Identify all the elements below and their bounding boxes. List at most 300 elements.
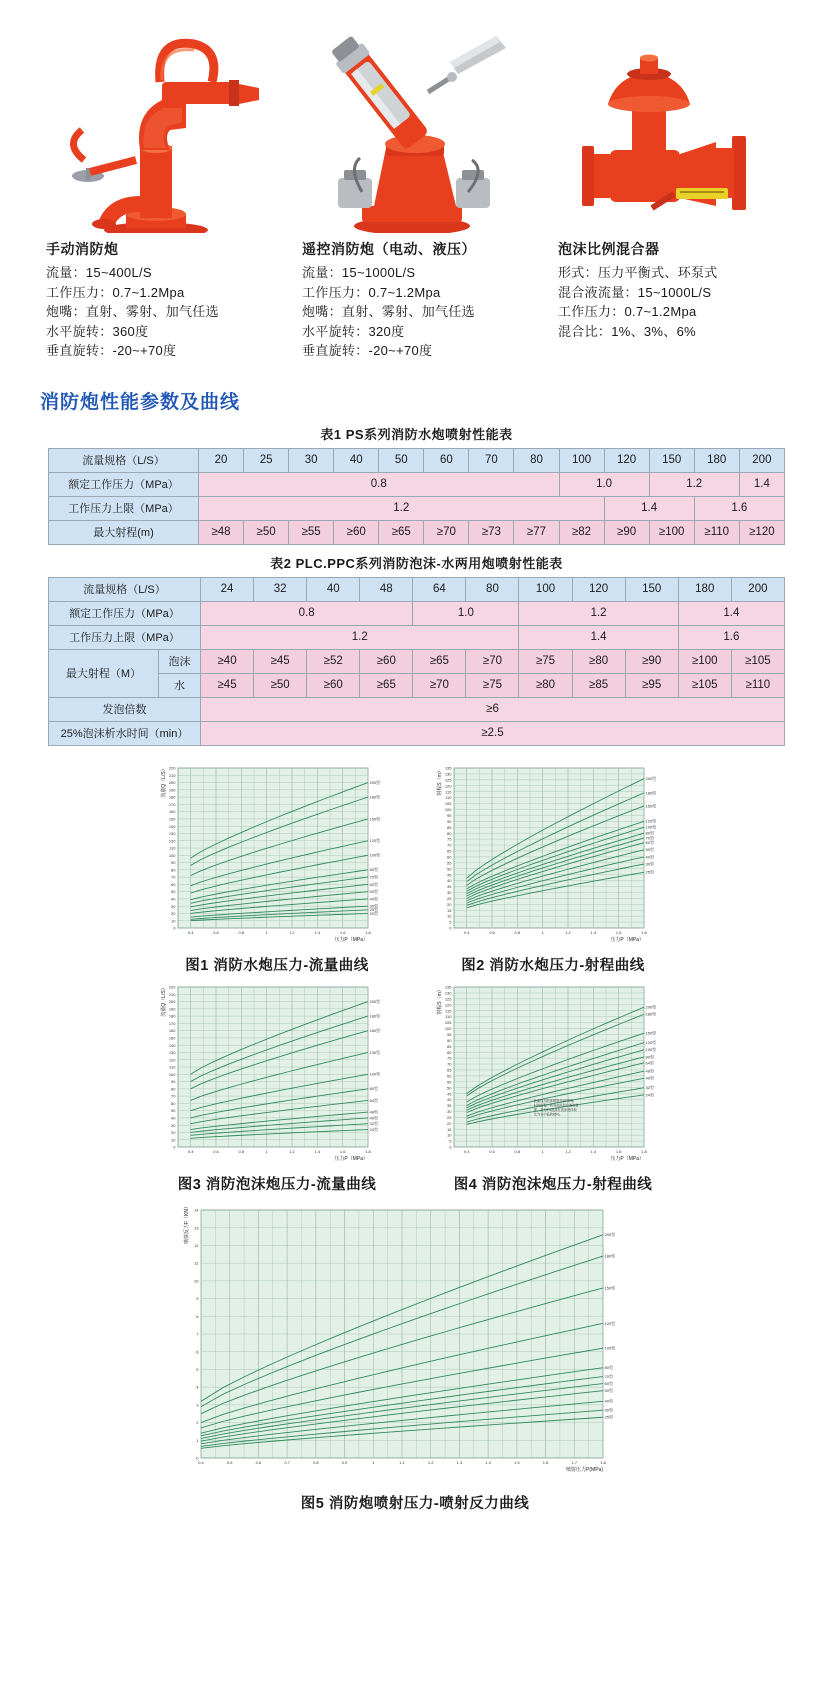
table-row: [49, 625, 785, 649]
product-title: 遥控消防炮（电动、液压）: [302, 241, 476, 257]
svg-text:比为水中值的85%。: 比为水中值的85%。: [533, 1111, 563, 1116]
table-ps-series: [48, 448, 785, 545]
manual-monitor-drawing: [44, 18, 274, 233]
svg-text:150型: 150型: [604, 1284, 616, 1290]
svg-text:0: 0: [173, 925, 176, 931]
svg-text:180型: 180型: [645, 1011, 657, 1017]
svg-text:14: 14: [194, 1207, 199, 1213]
svg-text:80型: 80型: [369, 1085, 378, 1091]
svg-text:125: 125: [444, 776, 452, 782]
svg-text:0.6: 0.6: [213, 1148, 219, 1154]
svg-text:6: 6: [196, 1348, 199, 1354]
cell: 1.0: [413, 601, 519, 625]
svg-text:1: 1: [265, 929, 268, 935]
chart-row-2: [0, 979, 830, 1194]
svg-text:40: 40: [447, 877, 452, 883]
svg-text:25: 25: [447, 1114, 452, 1120]
svg-text:200型: 200型: [604, 1231, 616, 1237]
cell: 1.2: [649, 472, 739, 496]
svg-text:65: 65: [447, 848, 452, 854]
svg-text:115: 115: [445, 788, 452, 794]
svg-text:0.8: 0.8: [238, 929, 245, 935]
cell: ≥45: [201, 673, 254, 697]
product-image-foam-proportioner: [552, 18, 790, 233]
svg-text:40型: 40型: [645, 1075, 654, 1081]
svg-text:150型: 150型: [645, 802, 657, 808]
svg-text:100型: 100型: [369, 1071, 381, 1077]
svg-text:130: 130: [168, 830, 176, 836]
svg-text:1.2: 1.2: [565, 929, 571, 935]
svg-text:25型: 25型: [369, 906, 378, 912]
row-label: 额定工作压力（MPa）: [49, 601, 201, 625]
svg-text:60: 60: [171, 1100, 176, 1106]
cell: ≥95: [625, 673, 678, 697]
svg-text:200型: 200型: [369, 779, 381, 785]
svg-text:25型: 25型: [604, 1414, 613, 1420]
svg-text:160: 160: [168, 808, 176, 814]
svg-text:60: 60: [447, 1072, 452, 1078]
svg-text:20: 20: [171, 1129, 176, 1135]
svg-text:1.4: 1.4: [590, 1148, 597, 1154]
svg-text:140: 140: [168, 823, 176, 829]
charts-section: [0, 760, 830, 1513]
svg-text:100型: 100型: [645, 1046, 657, 1052]
svg-text:0.7: 0.7: [284, 1459, 290, 1465]
svg-text:1: 1: [541, 929, 544, 935]
svg-text:1.7: 1.7: [571, 1459, 578, 1465]
product-spec-line: 水平旋转：360度: [46, 323, 149, 339]
svg-text:50型: 50型: [645, 846, 654, 852]
product-spec-line: 工作压力：0.7~1.2Mpa: [302, 284, 441, 300]
cell: 150: [649, 448, 694, 472]
svg-text:1.4: 1.4: [314, 1148, 321, 1154]
svg-text:流量Q（L/S）: 流量Q（L/S）: [161, 984, 167, 1017]
svg-text:70型: 70型: [604, 1373, 613, 1379]
svg-text:0.4: 0.4: [187, 1148, 194, 1154]
fig1-plot: [152, 760, 402, 950]
svg-text:此曲线为泡沫喷管在30°仰角: 此曲线为泡沫喷管在30°仰角: [533, 1098, 574, 1103]
cell: ≥65: [413, 649, 466, 673]
product-spec-line: 垂直旋转：-20~+70度: [46, 343, 177, 358]
svg-text:30: 30: [171, 1122, 176, 1128]
svg-text:0.4: 0.4: [463, 1148, 470, 1154]
svg-text:60型: 60型: [604, 1380, 613, 1386]
product-spec-line: 炮嘴：直射、雾射、加气任选: [46, 304, 219, 319]
svg-text:105: 105: [444, 800, 452, 806]
svg-text:0.8: 0.8: [238, 1148, 245, 1154]
svg-text:2: 2: [196, 1419, 199, 1425]
table2-caption: 表2 PLC.PPC系列消防泡沫-水两用炮喷射性能表: [270, 555, 563, 571]
svg-text:135: 135: [444, 765, 452, 771]
chart-fig2: [428, 760, 678, 975]
svg-text:压力P（MPa）: 压力P（MPa）: [334, 936, 368, 943]
cell: 80: [514, 448, 559, 472]
svg-text:110: 110: [445, 1013, 452, 1019]
chart-row-3: [0, 1198, 830, 1513]
svg-text:1.6: 1.6: [615, 929, 622, 935]
svg-text:1.5: 1.5: [514, 1459, 520, 1465]
cell: ≥105: [678, 673, 731, 697]
svg-text:170: 170: [168, 801, 176, 807]
cell: 40: [307, 577, 360, 601]
fig2-caption: 图2 消防水炮压力-射程曲线: [461, 957, 645, 974]
product-spec-line: 流量：15~1000L/S: [302, 265, 416, 280]
cell: 0.8: [201, 601, 413, 625]
svg-text:0: 0: [196, 1455, 199, 1461]
svg-text:35: 35: [447, 883, 452, 889]
svg-text:1.2: 1.2: [565, 1148, 571, 1154]
cell: 200: [739, 448, 784, 472]
cell: ≥82: [559, 520, 604, 544]
product-spec-line: 垂直旋转：-20~+70度: [302, 343, 433, 358]
section-title: 消防炮性能参数及曲线: [40, 391, 241, 413]
svg-text:0.8: 0.8: [313, 1459, 319, 1465]
svg-text:30型: 30型: [604, 1407, 613, 1413]
svg-text:120: 120: [168, 837, 176, 843]
chart-fig5: [155, 1198, 675, 1513]
cell: 32: [254, 577, 307, 601]
svg-text:80型: 80型: [604, 1364, 613, 1370]
cell: ≥100: [678, 649, 731, 673]
svg-text:160型: 160型: [369, 1027, 381, 1033]
svg-text:24型: 24型: [645, 1091, 654, 1097]
svg-text:180型: 180型: [369, 793, 381, 799]
row-label: 工作压力上限（MPa）: [49, 625, 201, 649]
svg-text:40: 40: [171, 896, 176, 902]
svg-text:180型: 180型: [369, 1012, 381, 1018]
svg-text:12: 12: [194, 1242, 199, 1248]
cell: ≥2.5: [201, 721, 785, 745]
svg-text:流量Q（L/S）: 流量Q（L/S）: [161, 765, 167, 798]
fig2-plot: [428, 760, 678, 950]
svg-text:200: 200: [168, 779, 176, 785]
svg-text:70: 70: [447, 1061, 452, 1067]
svg-text:5: 5: [449, 919, 452, 925]
svg-text:80型: 80型: [645, 1053, 654, 1059]
svg-text:5: 5: [449, 1138, 452, 1144]
table-row: [49, 649, 785, 673]
product-remote-monitor: [296, 18, 534, 361]
svg-text:220: 220: [168, 765, 176, 771]
row-label: 额定工作压力（MPa）: [49, 472, 199, 496]
svg-text:4: 4: [196, 1384, 199, 1390]
svg-text:0.4: 0.4: [187, 929, 194, 935]
product-spec-line: 工作压力：0.7~1.2Mpa: [46, 284, 185, 300]
svg-text:55: 55: [447, 1078, 452, 1084]
svg-text:0.5: 0.5: [226, 1459, 233, 1465]
svg-text:80: 80: [447, 1049, 452, 1055]
row-label: 流量规格（L/S）: [49, 448, 199, 472]
svg-text:喷射压力P(MPa): 喷射压力P(MPa): [566, 1466, 603, 1473]
cell: ≥40: [201, 649, 254, 673]
svg-text:50型: 50型: [369, 888, 378, 894]
svg-text:20型: 20型: [369, 910, 378, 916]
product-title: 泡沫比例混合器: [558, 241, 660, 257]
svg-text:150: 150: [168, 816, 176, 822]
svg-text:40型: 40型: [604, 1398, 613, 1404]
row-label: 流量规格（L/S）: [49, 577, 201, 601]
svg-text:140: 140: [168, 1042, 176, 1048]
product-spec-line: 水平旋转：320度: [302, 323, 405, 339]
svg-text:1.8: 1.8: [365, 1148, 371, 1154]
svg-text:100型: 100型: [369, 852, 381, 858]
svg-text:64型: 64型: [369, 1097, 378, 1103]
svg-text:0: 0: [449, 925, 452, 931]
svg-text:0.6: 0.6: [255, 1459, 262, 1465]
svg-text:200型: 200型: [645, 775, 657, 781]
svg-text:150: 150: [168, 1035, 176, 1041]
table-row: [49, 496, 785, 520]
table-row: [49, 721, 785, 745]
table1-wrapper: [48, 424, 785, 545]
svg-text:1.1: 1.1: [399, 1459, 405, 1465]
cell: 24: [201, 577, 254, 601]
svg-text:120: 120: [168, 1056, 176, 1062]
svg-text:25型: 25型: [645, 869, 654, 875]
product-spec-line: 工作压力：0.7~1.2Mpa: [558, 304, 697, 319]
svg-text:3: 3: [196, 1401, 199, 1407]
row-sublabel: 水: [159, 673, 201, 697]
table1-caption: 表1 PS系列消防水炮喷射性能表: [320, 426, 513, 442]
cell: ≥90: [604, 520, 649, 544]
table-row: [49, 673, 785, 697]
svg-text:50: 50: [171, 1107, 176, 1113]
svg-text:0.4: 0.4: [463, 929, 470, 935]
svg-text:1.2: 1.2: [289, 1148, 295, 1154]
svg-text:210: 210: [168, 991, 176, 997]
svg-text:125: 125: [444, 995, 452, 1001]
cell: 1.6: [694, 496, 784, 520]
svg-text:40: 40: [447, 1096, 452, 1102]
product-spec-line: 流量：15~400L/S: [46, 265, 152, 280]
svg-text:1.4: 1.4: [314, 929, 321, 935]
cell: ≥50: [244, 520, 289, 544]
cell: 1.4: [739, 472, 784, 496]
cell: 1.2: [201, 625, 519, 649]
svg-text:65: 65: [447, 1067, 452, 1073]
svg-text:10: 10: [194, 1277, 199, 1283]
row-label: 发泡倍数: [49, 697, 201, 721]
cell: 1.4: [519, 625, 678, 649]
svg-text:120: 120: [444, 782, 452, 788]
cell: 20: [199, 448, 244, 472]
svg-text:120型: 120型: [604, 1320, 616, 1326]
svg-text:13: 13: [194, 1224, 199, 1230]
svg-text:1.8: 1.8: [641, 1148, 647, 1154]
svg-text:130: 130: [168, 1049, 176, 1055]
cell: ≥80: [519, 673, 572, 697]
svg-text:180型: 180型: [645, 789, 657, 795]
svg-text:190: 190: [168, 1005, 176, 1011]
row-label: 最大射程(m): [49, 520, 199, 544]
svg-text:160: 160: [168, 1027, 176, 1033]
svg-text:1.2: 1.2: [427, 1459, 434, 1465]
svg-text:1.6: 1.6: [542, 1459, 549, 1465]
cell: ≥110: [731, 673, 784, 697]
svg-text:80: 80: [171, 866, 176, 872]
svg-text:1.4: 1.4: [485, 1459, 491, 1465]
cell: 70: [469, 448, 514, 472]
svg-text:24型: 24型: [369, 1126, 378, 1132]
svg-text:1.6: 1.6: [339, 929, 346, 935]
svg-text:0.4: 0.4: [198, 1459, 204, 1465]
svg-text:1.8: 1.8: [600, 1459, 606, 1465]
cell: ≥105: [731, 649, 784, 673]
cell: ≥80: [572, 649, 625, 673]
product-spec-line: 炮嘴：直射、雾射、加气任选: [302, 304, 475, 319]
row-sublabel: 泡沫: [159, 649, 201, 673]
svg-text:10: 10: [447, 913, 452, 919]
svg-text:100: 100: [444, 1025, 452, 1031]
cell: 1.6: [678, 625, 784, 649]
svg-text:1: 1: [265, 1148, 268, 1154]
cell: ≥50: [254, 673, 307, 697]
svg-text:170: 170: [168, 1020, 176, 1026]
svg-text:1: 1: [196, 1437, 199, 1443]
chart-row-1: [0, 760, 830, 975]
svg-text:180: 180: [168, 794, 176, 800]
cell: 80: [466, 577, 519, 601]
svg-text:75: 75: [447, 1055, 452, 1061]
svg-text:1.6: 1.6: [615, 1148, 622, 1154]
svg-text:210: 210: [168, 772, 176, 778]
svg-text:30型: 30型: [369, 903, 378, 909]
cell: 50: [379, 448, 424, 472]
svg-text:15: 15: [447, 1126, 452, 1132]
svg-text:10: 10: [171, 917, 176, 923]
svg-text:10: 10: [447, 1132, 452, 1138]
cell: ≥6: [201, 697, 785, 721]
cell: ≥45: [254, 649, 307, 673]
cell: ≥75: [466, 673, 519, 697]
product-spec-line: 混合液流量：15~1000L/S: [558, 284, 712, 300]
cell: ≥70: [466, 649, 519, 673]
svg-text:100: 100: [168, 1071, 176, 1077]
svg-text:120型: 120型: [645, 1039, 657, 1045]
cell: 40: [334, 448, 379, 472]
cell: ≥90: [625, 649, 678, 673]
svg-text:60型: 60型: [645, 839, 654, 845]
table-plc-ppc-series: [48, 577, 785, 746]
svg-text:80型: 80型: [645, 830, 654, 836]
svg-text:1.3: 1.3: [456, 1459, 463, 1465]
svg-text:95: 95: [447, 812, 452, 818]
svg-text:48型: 48型: [645, 1068, 654, 1074]
cell: 1.2: [519, 601, 678, 625]
svg-text:60型: 60型: [369, 881, 378, 887]
cell: ≥60: [334, 520, 379, 544]
svg-text:60: 60: [447, 853, 452, 859]
cell: 1.4: [678, 601, 784, 625]
svg-text:100: 100: [444, 806, 452, 812]
svg-text:80: 80: [447, 830, 452, 836]
svg-text:1.8: 1.8: [641, 929, 647, 935]
svg-text:85: 85: [447, 1043, 452, 1049]
svg-text:85: 85: [447, 824, 452, 830]
svg-text:0.6: 0.6: [489, 929, 495, 935]
fig4-caption: 图4 消防泡沫炮压力-射程曲线: [453, 1176, 653, 1193]
svg-text:130型: 130型: [369, 1049, 381, 1055]
svg-text:0: 0: [449, 1144, 452, 1150]
cell: 1.2: [199, 496, 605, 520]
fig5-caption: 图5 消防炮喷射压力-喷射反力曲线: [300, 1495, 530, 1512]
cell: ≥60: [307, 673, 360, 697]
cell: ≥73: [469, 520, 514, 544]
chart-fig4: [428, 979, 678, 1194]
svg-text:120: 120: [444, 1001, 452, 1007]
cell: ≥65: [379, 520, 424, 544]
svg-text:48型: 48型: [369, 1108, 378, 1114]
svg-text:70型: 70型: [369, 873, 378, 879]
cell: 48: [360, 577, 413, 601]
cell: ≥77: [514, 520, 559, 544]
svg-text:0.8: 0.8: [514, 929, 521, 935]
svg-text:60: 60: [171, 881, 176, 887]
cell: ≥70: [424, 520, 469, 544]
svg-text:20: 20: [447, 901, 452, 907]
svg-text:105: 105: [444, 1019, 452, 1025]
svg-text:1.2: 1.2: [289, 929, 295, 935]
svg-text:90: 90: [171, 1078, 176, 1084]
cell: ≥65: [360, 673, 413, 697]
svg-text:喷射反力F（KN）: 喷射反力F（KN）: [184, 1203, 190, 1244]
table-row: [49, 697, 785, 721]
cell: ≥60: [360, 649, 413, 673]
remote-monitor-drawing: [300, 18, 530, 233]
svg-text:32型: 32型: [369, 1120, 378, 1126]
product-row: [0, 0, 830, 361]
svg-text:80型: 80型: [369, 866, 378, 872]
svg-text:35: 35: [447, 1102, 452, 1108]
svg-text:0.6: 0.6: [489, 1148, 495, 1154]
cell: 100: [519, 577, 572, 601]
product-image-remote-monitor: [296, 18, 534, 233]
svg-text:70型: 70型: [645, 834, 654, 840]
svg-text:据，若为3%泡沫在泡沫液体积: 据，若为3%泡沫在泡沫液体积: [533, 1107, 577, 1112]
svg-text:40: 40: [171, 1115, 176, 1121]
svg-text:20: 20: [447, 1120, 452, 1126]
svg-text:1.4: 1.4: [590, 929, 597, 935]
cell: 1.0: [559, 472, 649, 496]
svg-text:220: 220: [168, 984, 176, 990]
svg-text:射程S（m）: 射程S（m）: [437, 986, 443, 1015]
svg-text:100: 100: [168, 852, 176, 858]
svg-text:30: 30: [171, 903, 176, 909]
svg-text:130: 130: [444, 771, 452, 777]
svg-text:70: 70: [171, 874, 176, 880]
svg-text:45: 45: [447, 1090, 452, 1096]
row-label: 25%泡沫析水时间（min）: [49, 721, 201, 745]
cell: 200: [731, 577, 784, 601]
svg-text:0: 0: [173, 1144, 176, 1150]
cell: 120: [604, 448, 649, 472]
cell: ≥70: [413, 673, 466, 697]
svg-text:30: 30: [447, 1108, 452, 1114]
svg-text:110: 110: [169, 845, 176, 851]
svg-text:50: 50: [447, 865, 452, 871]
cell: ≥120: [739, 520, 784, 544]
row-label: 最大射程（M）: [49, 649, 159, 697]
svg-text:压力P（MPa）: 压力P（MPa）: [334, 1155, 368, 1162]
svg-text:20: 20: [171, 910, 176, 916]
svg-text:150型: 150型: [369, 815, 381, 821]
svg-text:200: 200: [168, 998, 176, 1004]
svg-text:75: 75: [447, 836, 452, 842]
svg-text:180型: 180型: [604, 1252, 616, 1258]
svg-text:压力P（MPa）: 压力P（MPa）: [610, 936, 644, 943]
svg-text:1.8: 1.8: [365, 929, 371, 935]
cell: ≥55: [289, 520, 334, 544]
